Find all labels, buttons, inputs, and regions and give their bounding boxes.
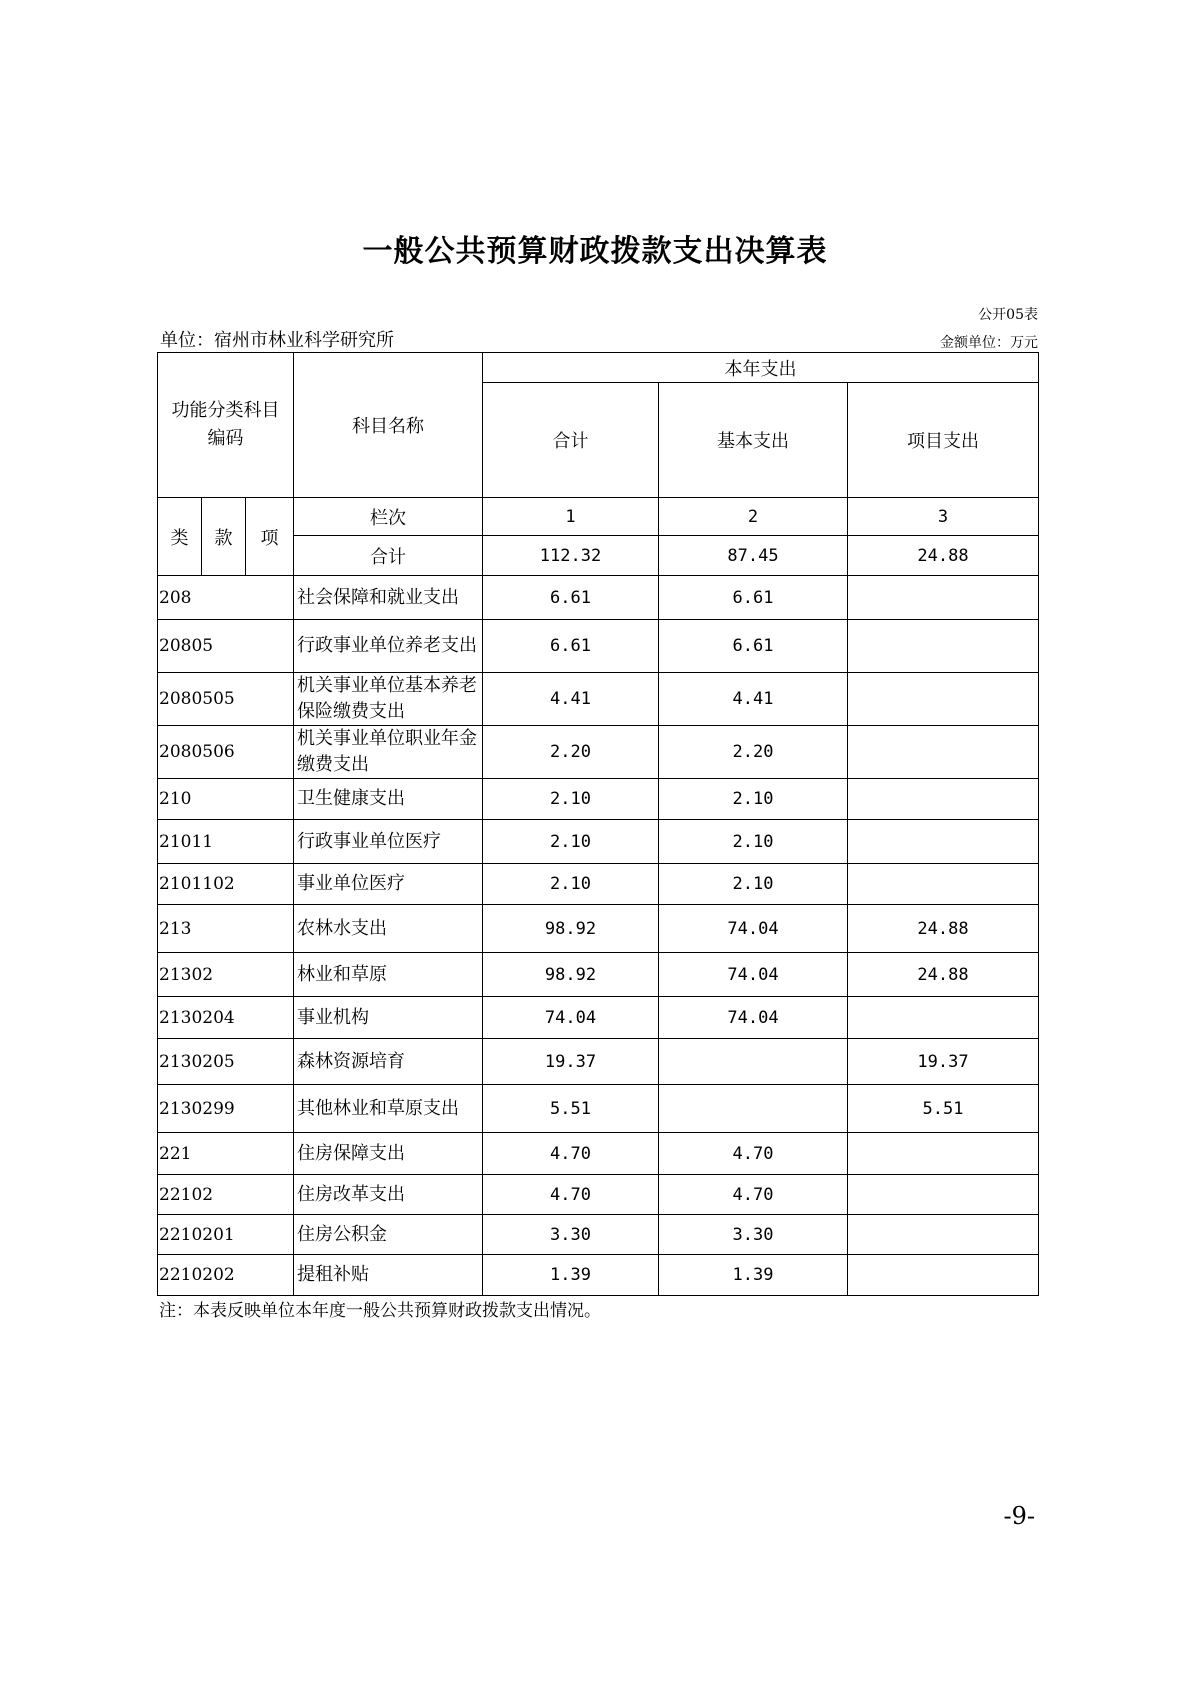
row-total: 2.20 <box>483 726 659 779</box>
row-code: 213 <box>158 905 294 953</box>
total-column-header: 合计 <box>483 383 659 498</box>
table-row <box>158 673 1039 726</box>
row-project <box>848 779 1039 820</box>
table-body <box>158 353 1039 1296</box>
table-note: 注：本表反映单位本年度一般公共预算财政拨款支出情况。 <box>159 1301 601 1321</box>
row-project <box>848 673 1039 726</box>
row-name: 事业单位医疗 <box>294 864 483 905</box>
sum-basic: 87.45 <box>659 536 848 576</box>
table-row <box>158 1133 1039 1175</box>
row-code: 2130204 <box>158 997 294 1039</box>
row-basic: 74.04 <box>659 997 848 1039</box>
table-row <box>158 1255 1039 1296</box>
row-code: 208 <box>158 576 294 620</box>
row-name: 其他林业和草原支出 <box>294 1085 483 1133</box>
row-basic: 6.61 <box>659 620 848 673</box>
row-name: 住房保障支出 <box>294 1133 483 1175</box>
row-project <box>848 1133 1039 1175</box>
row-basic: 6.61 <box>659 576 848 620</box>
kuan-header: 款 <box>202 498 246 576</box>
row-total: 2.10 <box>483 779 659 820</box>
table-row <box>158 576 1039 620</box>
row-project: 19.37 <box>848 1039 1039 1085</box>
column-number-3: 3 <box>848 498 1039 536</box>
row-basic: 4.70 <box>659 1133 848 1175</box>
row-code: 21302 <box>158 953 294 997</box>
table-row <box>158 820 1039 864</box>
unit-label: 单位：宿州市林业科学研究所 <box>160 330 394 351</box>
row-name: 事业机构 <box>294 997 483 1039</box>
row-name: 社会保障和就业支出 <box>294 576 483 620</box>
row-project: 5.51 <box>848 1085 1039 1133</box>
page-number: -9- <box>1003 1502 1035 1530</box>
row-name: 农林水支出 <box>294 905 483 953</box>
row-code: 210 <box>158 779 294 820</box>
row-total: 4.70 <box>483 1175 659 1215</box>
lanci-label: 栏次 <box>294 498 483 536</box>
project-column-header: 项目支出 <box>848 383 1039 498</box>
row-project <box>848 726 1039 779</box>
row-code: 21011 <box>158 820 294 864</box>
row-name: 住房公积金 <box>294 1215 483 1255</box>
table-row <box>158 905 1039 953</box>
row-name: 机关事业单位职业年金缴费支出 <box>294 726 483 779</box>
xiang-header: 项 <box>246 498 294 576</box>
row-code: 2210202 <box>158 1255 294 1296</box>
row-project <box>848 1175 1039 1215</box>
row-total: 74.04 <box>483 997 659 1039</box>
sum-label: 合计 <box>294 536 483 576</box>
table-row <box>158 726 1039 779</box>
expenditure-table <box>157 352 1039 1296</box>
row-total: 3.30 <box>483 1215 659 1255</box>
name-header: 科目名称 <box>294 353 483 498</box>
row-total: 2.10 <box>483 864 659 905</box>
row-basic: 4.70 <box>659 1175 848 1215</box>
row-basic <box>659 1039 848 1085</box>
row-code: 2101102 <box>158 864 294 905</box>
row-total: 6.61 <box>483 620 659 673</box>
row-total: 5.51 <box>483 1085 659 1133</box>
row-project <box>848 864 1039 905</box>
page-title: 一般公共预算财政拨款支出决算表 <box>362 234 828 269</box>
row-basic: 2.10 <box>659 820 848 864</box>
row-code: 22102 <box>158 1175 294 1215</box>
row-name: 提租补贴 <box>294 1255 483 1296</box>
row-basic: 1.39 <box>659 1255 848 1296</box>
row-code: 2210201 <box>158 1215 294 1255</box>
row-total: 4.70 <box>483 1133 659 1175</box>
column-number-2: 2 <box>659 498 848 536</box>
table-row <box>158 1175 1039 1215</box>
row-name: 住房改革支出 <box>294 1175 483 1215</box>
row-project <box>848 997 1039 1039</box>
row-basic: 3.30 <box>659 1215 848 1255</box>
basic-column-header: 基本支出 <box>659 383 848 498</box>
table-row <box>158 953 1039 997</box>
row-name: 林业和草原 <box>294 953 483 997</box>
row-basic: 2.20 <box>659 726 848 779</box>
row-project <box>848 576 1039 620</box>
row-name: 森林资源培育 <box>294 1039 483 1085</box>
row-project <box>848 620 1039 673</box>
row-name: 行政事业单位医疗 <box>294 820 483 864</box>
row-total: 4.41 <box>483 673 659 726</box>
row-code: 2130205 <box>158 1039 294 1085</box>
row-code: 20805 <box>158 620 294 673</box>
column-number-row <box>158 498 1039 536</box>
amount-unit-label: 金额单位：万元 <box>940 335 1038 351</box>
row-project <box>848 1215 1039 1255</box>
code-header: 功能分类科目编码 <box>158 353 294 498</box>
row-basic: 4.41 <box>659 673 848 726</box>
sum-project: 24.88 <box>848 536 1039 576</box>
sum-total: 112.32 <box>483 536 659 576</box>
row-total: 1.39 <box>483 1255 659 1296</box>
row-basic: 2.10 <box>659 779 848 820</box>
row-total: 19.37 <box>483 1039 659 1085</box>
row-project: 24.88 <box>848 953 1039 997</box>
table-row <box>158 1085 1039 1133</box>
row-code: 2130299 <box>158 1085 294 1133</box>
row-total: 98.92 <box>483 953 659 997</box>
row-project <box>848 820 1039 864</box>
row-total: 6.61 <box>483 576 659 620</box>
row-project <box>848 1255 1039 1296</box>
table-row <box>158 620 1039 673</box>
row-total: 2.10 <box>483 820 659 864</box>
row-code: 2080505 <box>158 673 294 726</box>
row-name: 行政事业单位养老支出 <box>294 620 483 673</box>
table-row <box>158 1039 1039 1085</box>
row-basic: 2.10 <box>659 864 848 905</box>
table-row <box>158 779 1039 820</box>
table-row <box>158 1215 1039 1255</box>
row-project: 24.88 <box>848 905 1039 953</box>
row-name: 卫生健康支出 <box>294 779 483 820</box>
table-row <box>158 997 1039 1039</box>
row-basic: 74.04 <box>659 953 848 997</box>
form-number: 公开05表 <box>978 307 1038 323</box>
lei-header: 类 <box>158 498 202 576</box>
row-code: 2080506 <box>158 726 294 779</box>
table-row <box>158 864 1039 905</box>
row-total: 98.92 <box>483 905 659 953</box>
row-code: 221 <box>158 1133 294 1175</box>
header-row-1 <box>158 353 1039 383</box>
row-basic: 74.04 <box>659 905 848 953</box>
row-basic <box>659 1085 848 1133</box>
column-number-1: 1 <box>483 498 659 536</box>
row-name: 机关事业单位基本养老保险缴费支出 <box>294 673 483 726</box>
year-expense-header: 本年支出 <box>483 353 1039 383</box>
